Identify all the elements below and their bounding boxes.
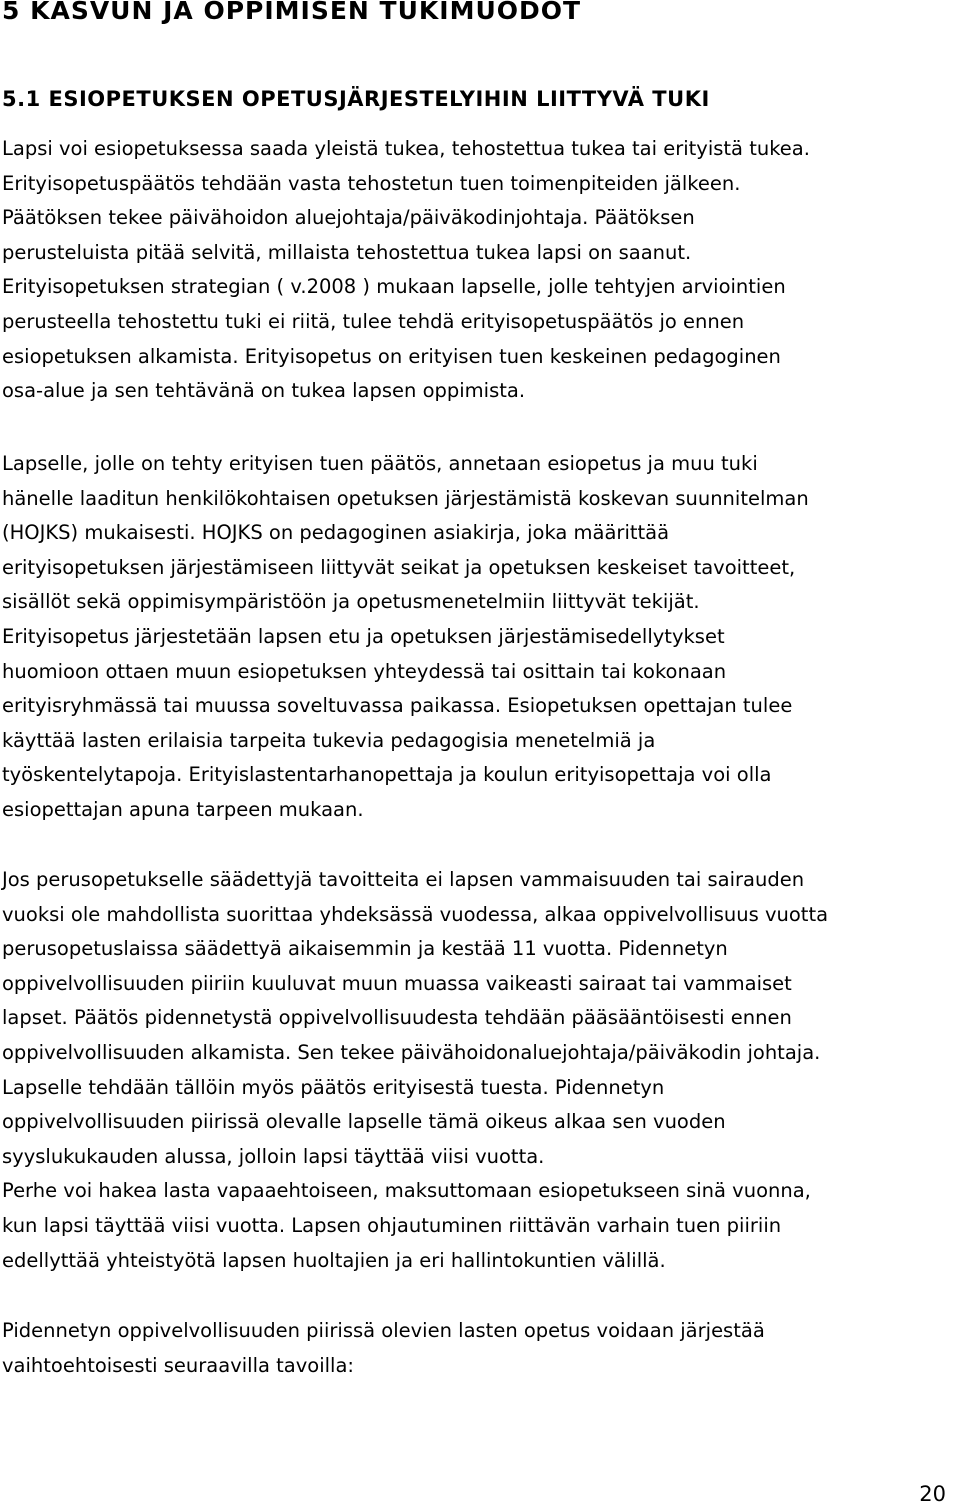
paragraph-line: oppivelvollisuuden piiriin kuuluvat muun muassa vaikeasti sairaat tai vammaiset (2, 971, 792, 995)
paragraph-line: erityisopetuksen järjestämiseen liittyvät seikat ja opetuksen keskeiset tavoitteet, (2, 555, 796, 579)
paragraph-line: huomioon ottaen muun esiopetuksen yhteydessä tai osittain tai kokonaan (2, 659, 727, 683)
paragraph-line: perusteella tehostettu tuki ei riitä, tulee tehdä erityisopetuspäätös jo ennen (2, 309, 745, 333)
paragraph-line: hänelle laaditun henkilökohtaisen opetuksen järjestämistä koskevan suunnitelman (2, 486, 809, 510)
page-number: 20 (919, 1482, 946, 1506)
paragraph-support-levels (2, 132, 960, 409)
paragraph-hojks (2, 447, 960, 828)
paragraph-line: sisällöt sekä oppimisympäristöön ja opetusmenetelmiin liittyvät tekijät. (2, 590, 700, 614)
paragraph-line: kun lapsi täyttää viisi vuotta. Lapsen ohjautuminen riittävän varhain tuen piiriin (2, 1213, 782, 1237)
paragraph-line: vaihtoehtoisesti seuraavilla tavoilla: (2, 1353, 354, 1377)
paragraph-line: erityisryhmässä tai muussa soveltuvassa paikassa. Esiopetuksen opettajan tulee (2, 694, 793, 718)
paragraph-alternative-arrangements (2, 1314, 960, 1383)
paragraph-line: oppivelvollisuuden alkamista. Sen tekee päivähoidonaluejohtaja/päiväkodin johtaja. (2, 1040, 821, 1064)
paragraph-line: Perhe voi hakea lasta vapaaehtoiseen, maksuttomaan esiopetukseen sinä vuonna, (2, 1179, 811, 1203)
paragraph-line: Lapsi voi esiopetuksessa saada yleistä tukea, tehostettua tukea tai erityistä tukea. (2, 137, 810, 160)
paragraph-line: oppivelvollisuuden piirissä olevalle lapselle tämä oikeus alkaa sen vuoden (2, 1110, 726, 1134)
paragraph-line: esiopetuksen alkamista. Erityisopetus on erityisen tuen keskeinen pedagoginen (2, 344, 781, 368)
section-heading: 5.1 ESIOPETUKSEN OPETUSJÄRJESTELYIHIN LIITTYVÄ TUKI (2, 87, 710, 111)
paragraph-line: Erityisopetuksen strategian ( v.2008 ) mukaan lapselle, jolle tehtyjen arviointien (2, 275, 786, 299)
paragraph-line: syyslukukauden alussa, jolloin lapsi täyttää viisi vuotta. (2, 1144, 545, 1168)
paragraph-line: käyttää lasten erilaisia tarpeita tukevia pedagogisia menetelmiä ja (2, 728, 656, 752)
paragraph-line: perusteluista pitää selvitä, millaista tehostettua tukea lapsi on saanut. (2, 240, 692, 264)
paragraph-extended-compulsory-education (2, 863, 960, 1278)
paragraph-line: Erityisopetus järjestetään lapsen etu ja opetuksen järjestämisedellytykset (2, 624, 725, 648)
paragraph-line: edellyttää yhteistyötä lapsen huoltajien ja eri hallintokuntien välillä. (2, 1248, 666, 1272)
paragraph-line: Jos perusopetukselle säädettyjä tavoitteita ei lapsen vammaisuuden tai sairauden (2, 868, 805, 891)
paragraph-line: Lapselle, jolle on tehty erityisen tuen päätös, annetaan esiopetus ja muu tuki (2, 452, 758, 475)
paragraph-line: Erityisopetuspäätös tehdään vasta tehostetun tuen toimenpiteiden jälkeen. (2, 171, 741, 195)
paragraph-line: (HOJKS) mukaisesti. HOJKS on pedagoginen asiakirja, joka määrittää (2, 521, 670, 545)
paragraph-line: esiopettajan apuna tarpeen mukaan. (2, 797, 364, 821)
paragraph-line: Päätöksen tekee päivähoidon aluejohtaja/päiväkodinjohtaja. Päätöksen (2, 206, 695, 230)
paragraph-line: työskentelytapoja. Erityislastentarhanopettaja ja koulun erityisopettaja voi olla (2, 763, 772, 787)
paragraph-line: Pidennetyn oppivelvollisuuden piirissä olevien lasten opetus voidaan järjestää (2, 1319, 765, 1342)
paragraph-line: Lapselle tehdään tällöin myös päätös erityisestä tuesta. Pidennetyn (2, 1075, 665, 1099)
paragraph-line: perusopetuslaissa säädettyä aikaisemmin ja kestää 11 vuotta. Pidennetyn (2, 937, 728, 961)
paragraph-line: lapset. Päätös pidennetystä oppivelvollisuudesta tehdään pääsääntöisesti ennen (2, 1006, 792, 1030)
paragraph-line: vuoksi ole mahdollista suorittaa yhdeksässä vuodessa, alkaa oppivelvollisuus vuotta (2, 902, 829, 926)
paragraph-line: osa-alue ja sen tehtävänä on tukea lapsen oppimista. (2, 379, 526, 403)
chapter-heading: 5 KASVUN JA OPPIMISEN TUKIMUODOT (2, 0, 582, 25)
